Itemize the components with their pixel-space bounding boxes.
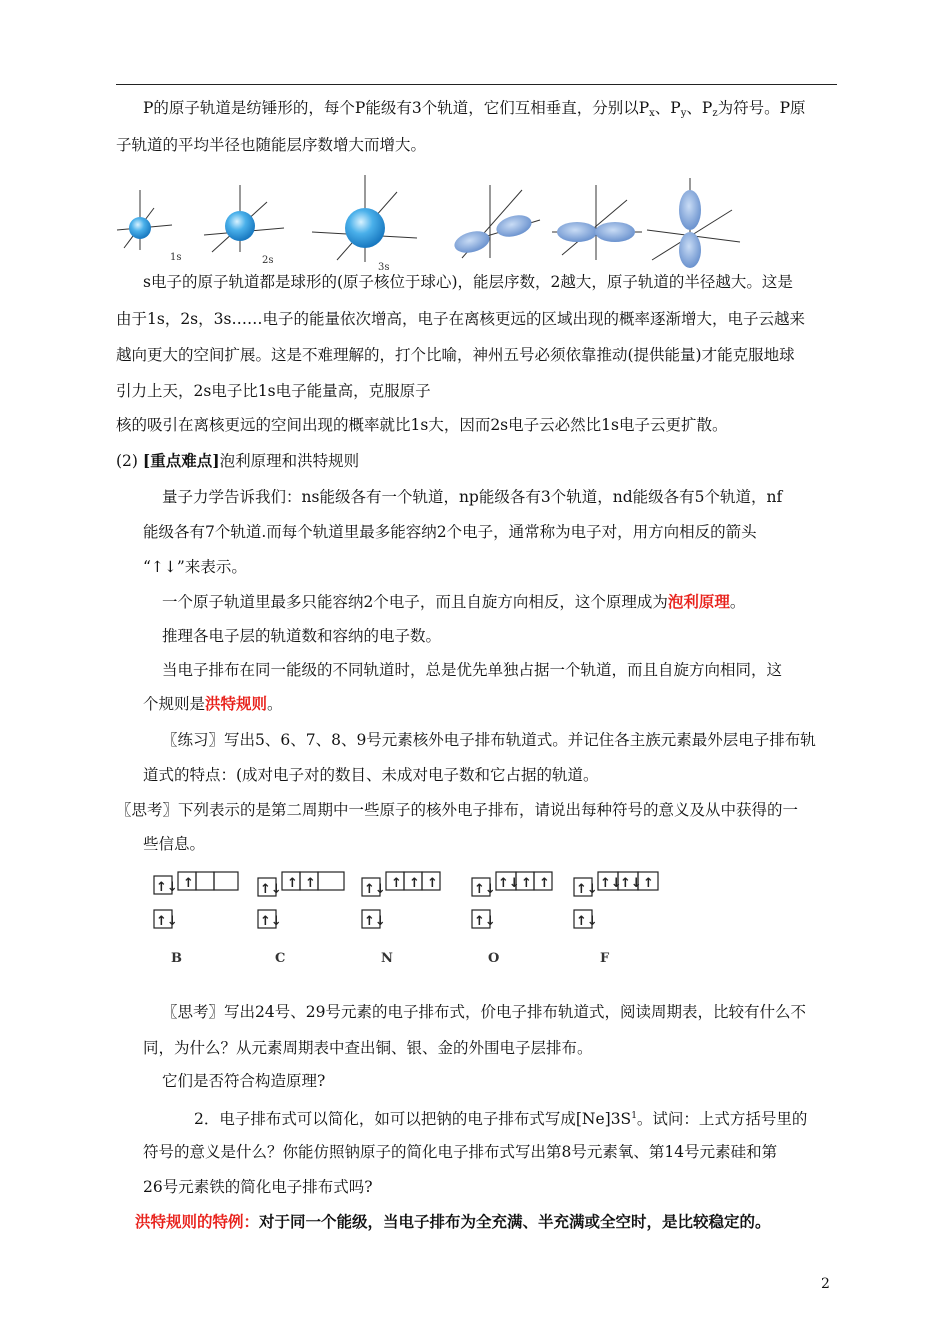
para-think2-line2: 同，为什么？从元素周期表中查出铜、银、金的外围电子层排布。 — [143, 1039, 593, 1057]
label-B: B — [171, 951, 182, 966]
term-hund-rule: 洪特规则 — [205, 694, 268, 713]
orbital-px — [452, 185, 540, 258]
orbital-1s — [117, 190, 172, 250]
svg-text:↑↓: ↑↓ — [498, 876, 520, 891]
page-number: 2 — [821, 1276, 830, 1292]
term-pauli-principle: 泡利原理 — [667, 592, 730, 611]
para-quantum-line3: “↑↓”来表示。 — [143, 558, 247, 576]
config-O — [472, 872, 552, 929]
electron-config-diagrams — [150, 868, 670, 938]
orbital-3s — [312, 175, 417, 262]
config-F — [574, 872, 658, 929]
svg-text:↑↓: ↑↓ — [600, 876, 622, 891]
section-heading-pauli-hund: (2) [重点难点]泡利原理和洪特规则 — [116, 451, 360, 470]
svg-text:↑↓: ↑↓ — [156, 880, 178, 895]
label-F: F — [600, 951, 610, 966]
para-quantum-line2: 能级各有7个轨道.而每个轨道里最多能容纳2个电子，通常称为电子对，用方向相反的箭头 — [143, 523, 757, 541]
para-s-orbital-line5: 核的吸引在离核更远的空间出现的概率就比1s大，因而2s电子云必然比1s电子云更扩散。 — [116, 416, 728, 434]
caption-3s: 3s — [378, 262, 390, 273]
svg-text:↑↓: ↑↓ — [260, 882, 282, 897]
svg-text:↑↓: ↑↓ — [474, 882, 496, 897]
orbital-py — [552, 185, 642, 260]
config-B — [154, 872, 238, 929]
orbital-pz — [647, 178, 740, 268]
label-O: O — [488, 951, 500, 966]
para-s-orbital-line4: 引力上天，2s电子比1s电子能量高，克服原子 — [116, 382, 431, 400]
svg-text:↑↓: ↑↓ — [576, 914, 598, 929]
label-N: N — [381, 951, 393, 966]
para-hund-line1: 当电子排布在同一能级的不同轨道时，总是优先单独占据一个轨道，而且自旋方向相同，这 — [162, 661, 783, 679]
svg-text:↑: ↑ — [287, 876, 298, 891]
para-s-orbital-line1: s电子的原子轨道都是球形的(原子核位于球心)，能层序数，2越大，原子轨道的半径越大。这是 — [143, 273, 793, 291]
para-infer: 推理各电子层的轨道数和容纳的电子数。 — [162, 627, 442, 645]
para-simplify-line1: 2．电子排布式可以简化，如可以把钠的电子排布式写成$[Ne]3S^1$。试问：上式方括号里的 — [194, 1110, 808, 1128]
svg-text:↑: ↑ — [183, 876, 194, 891]
svg-text:↑: ↑ — [521, 876, 532, 891]
svg-text:↑↓: ↑↓ — [576, 882, 598, 897]
svg-text:↑↓: ↑↓ — [474, 914, 496, 929]
term-hund-exception: 洪特规则的特例： — [135, 1212, 260, 1231]
para-p-orbital-line2: 子轨道的平均半径也随能层序数增大而增大。 — [116, 136, 427, 154]
label-C: C — [275, 951, 286, 966]
caption-1s: 1s — [170, 252, 182, 263]
svg-text:↑: ↑ — [427, 876, 438, 891]
svg-text:↑↓: ↑↓ — [364, 914, 386, 929]
svg-text:↑: ↑ — [539, 876, 550, 891]
para-quantum-line1: 量子力学告诉我们：ns能级各有一个轨道，np能级各有3个轨道，nd能级各有5个轨道，nf — [162, 488, 783, 506]
svg-text:↑↓: ↑↓ — [156, 914, 178, 929]
svg-text:↑↓: ↑↓ — [620, 876, 642, 891]
para-pauli: 一个原子轨道里最多只能容纳2个电子，而且自旋方向相反，这个原理成为泡利原理。 — [162, 592, 746, 611]
caption-2s: 2s — [262, 255, 274, 266]
para-s-orbital-line2: 由于1s，2s，3s……电子的能量依次增高，电子在离核更远的区域出现的概率逐渐增大，电子云越来 — [116, 310, 805, 328]
svg-text:↑: ↑ — [409, 876, 420, 891]
para-think-line2: 些信息。 — [143, 835, 206, 853]
para-s-orbital-line3: 越向更大的空间扩展。这是不难理解的，打个比喻，神州五号必须依靠推动(提供能量)才能克服地球 — [116, 346, 795, 364]
para-hund-exception: 洪特规则的特例：对于同一个能级，当电子排布为全充满、半充满或全空时，是比较稳定的。 — [135, 1212, 771, 1231]
orbital-2s — [204, 185, 284, 252]
svg-text:↑↓: ↑↓ — [364, 882, 386, 897]
svg-text:↑: ↑ — [391, 876, 402, 891]
para-think2-line3: 它们是否符合构造原理? — [162, 1072, 326, 1090]
svg-text:↑: ↑ — [305, 876, 316, 891]
para-simplify-line2: 符号的意义是什么？你能仿照钠原子的简化电子排布式写出第8号元素氧、第14号元素硅和第 — [143, 1143, 778, 1161]
para-think2-line1: 〖思考〗写出24号、29号元素的电子排布式，价电子排布轨道式，阅读周期表，比较有什么不 — [162, 1003, 806, 1021]
para-hund-line2: 个规则是洪特规则。 — [143, 694, 283, 713]
header-rule — [116, 84, 837, 85]
para-exercise-line1: 〖练习〗写出5、6、7、8、9号元素核外电子排布轨道式。并记住各主族元素最外层电子排布轨 — [162, 731, 816, 749]
svg-text:↑↓: ↑↓ — [260, 914, 282, 929]
para-think-line1: 〖思考〗下列表示的是第二周期中一些原子的核外电子排布，请说出每种符号的意义及从中获得的一 — [116, 801, 799, 819]
config-N — [362, 872, 440, 929]
config-C — [258, 872, 344, 929]
para-exercise-line2: 道式的特点：(成对电子对的数目、未成对电子数和它占据的轨道。 — [143, 766, 599, 784]
para-simplify-line3: 26号元素铁的简化电子排布式吗? — [143, 1178, 373, 1196]
orbital-figures — [112, 170, 752, 270]
para-p-orbital-line1: P的原子轨道是纺锤形的，每个P能级有3个轨道，它们互相垂直，分别以$P_x$、$P_y$、$P_z$为符号。P原 — [143, 99, 806, 119]
svg-text:↑: ↑ — [643, 876, 654, 891]
